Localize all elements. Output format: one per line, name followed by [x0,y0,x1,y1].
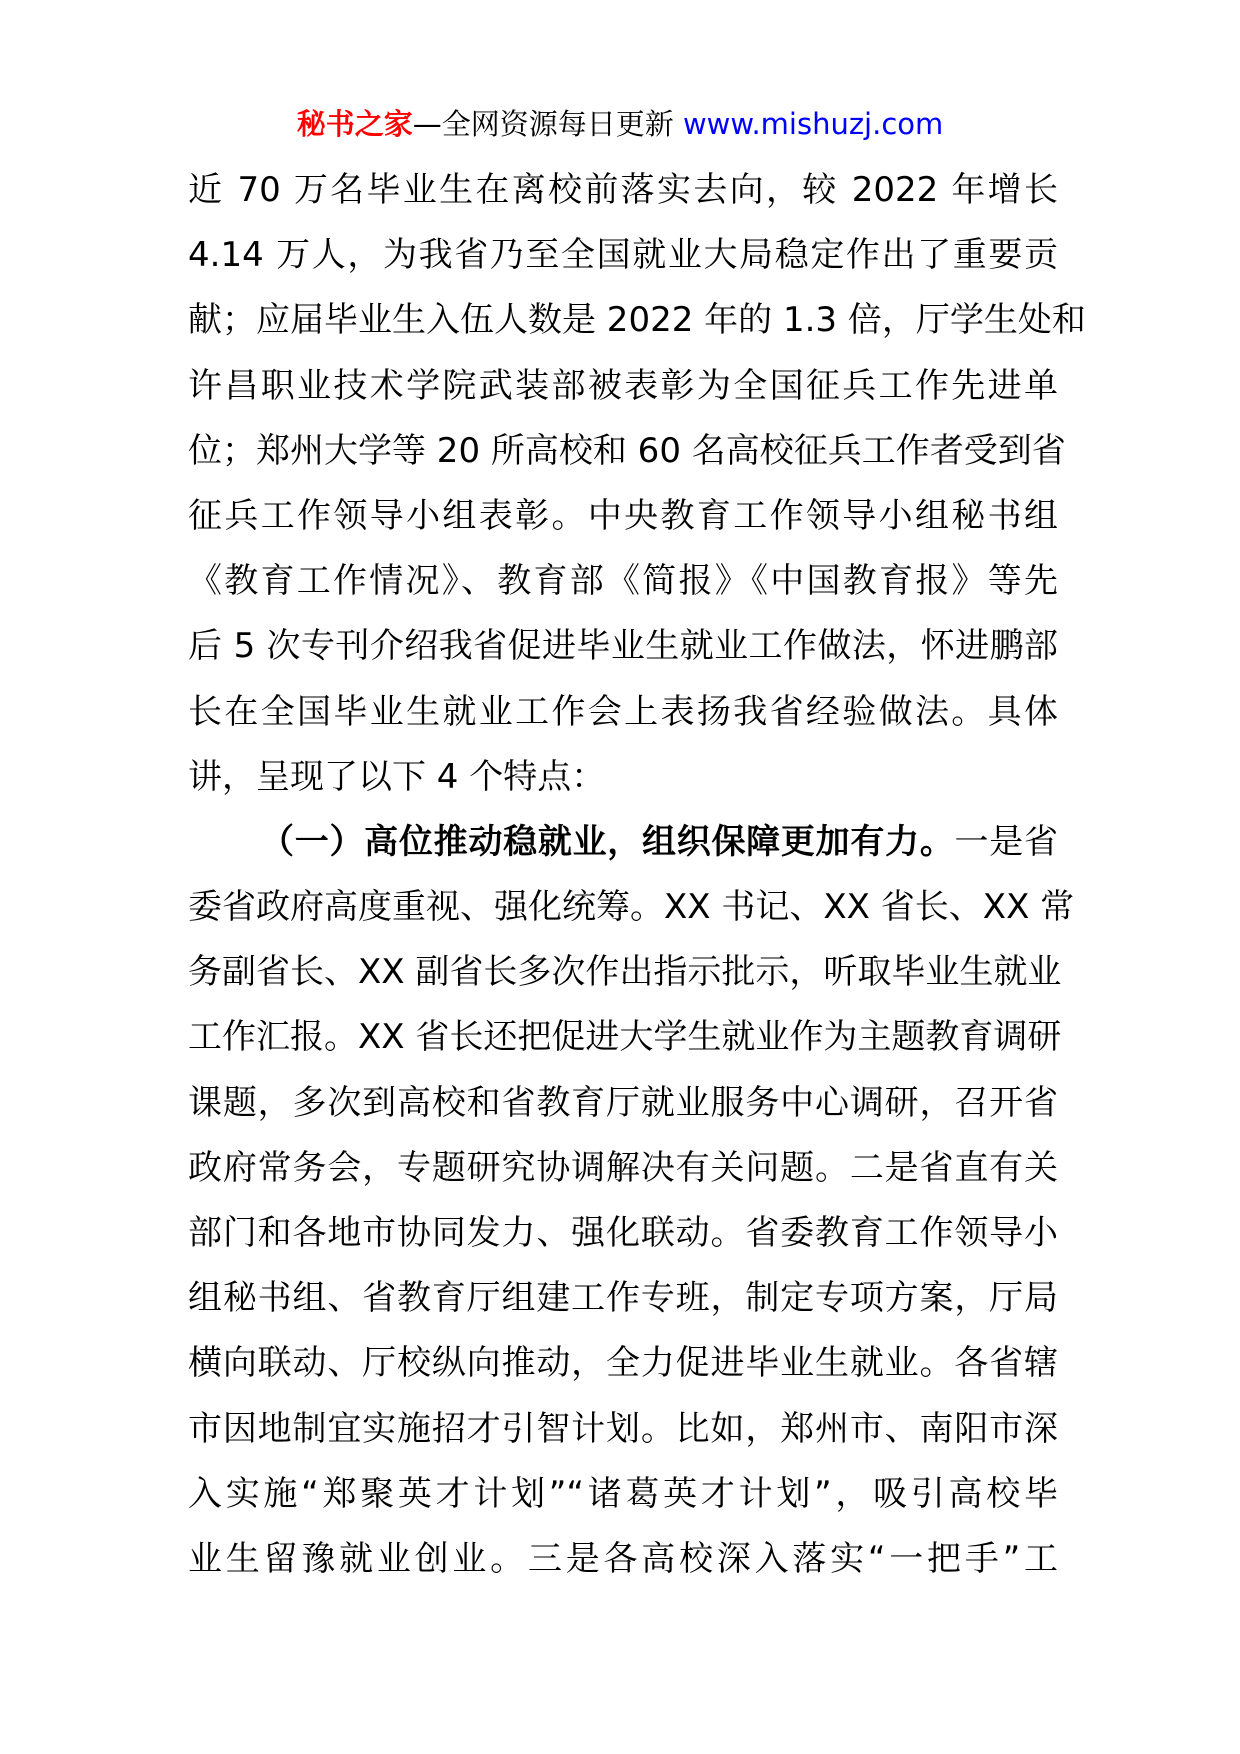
section-line: 业生留豫就业创业。三是各高校深入落实“一把手”工 [188,1538,1058,1579]
section-line: 横向联动、厅校纵向推动，全力促进毕业生就业。各省辖 [188,1343,1058,1384]
section-line: 课题，多次到高校和省教育厅就业服务中心调研，召开省 [188,1082,1058,1123]
body-line: 长在全国毕业生就业工作会上表扬我省经验做法。具体 [188,691,1058,732]
site-header [0,104,1240,144]
section-line: 委省政府高度重视、强化统筹。XX 书记、XX 省长、XX 常 [188,887,1075,928]
section-line: 工作汇报。XX 省长还把促进大学生就业作为主题教育调研 [188,1017,1062,1058]
body-line: 《教育工作情况》、教育部《简报》《中国教育报》等先 [188,561,1058,602]
section-first-text: 一是省 [954,821,1059,862]
body-line: 讲，呈现了以下 4 个特点： [188,756,606,797]
section-line: 务副省长、XX 副省长多次作出指示批示，听取毕业生就业 [188,952,1062,993]
body-line: 许昌职业技术学院武装部被表彰为全国征兵工作先进单 [188,365,1058,406]
body-line: 4.14 万人，为我省乃至全国就业大局稳定作出了重要贡 [188,235,1058,276]
header-slogan: —全网资源每日更新 [412,107,674,141]
document-body [188,158,1086,1592]
section-line: 市因地制宜实施招才引智计划。比如，郑州市、南阳市深 [188,1408,1058,1449]
section-heading-line [188,810,1058,875]
brand-name: 秘书之家 [296,107,413,141]
section-heading: （一）高位推动稳就业，组织保障更加有力。 [260,821,955,862]
body-line: 近 70 万名毕业生在离校前落实去向，较 2022 年增长 [188,170,1058,210]
section-line: 入实施“郑聚英才计划”“诸葛英才计划”，吸引高校毕 [188,1473,1058,1514]
section-line: 政府常务会，专题研究协调解决有关问题。二是省直有关 [188,1147,1058,1188]
site-url-link[interactable]: www.mishuzj.com [682,107,944,141]
body-line: 位；郑州大学等 20 所高校和 60 名高校征兵工作者受到省 [188,430,1066,471]
section-line: 组秘书组、省教育厅组建工作专班，制定专项方案，厅局 [188,1278,1058,1319]
body-line: 征兵工作领导小组表彰。中央教育工作领导小组秘书组 [188,495,1058,536]
section-line: 部门和各地市协同发力、强化联动。省委教育工作领导小 [188,1213,1058,1253]
body-line: 后 5 次专刊介绍我省促进毕业生就业工作做法，怀进鹏部 [188,626,1058,667]
body-line: 献；应届毕业生入伍人数是 2022 年的 1.3 倍，厅学生处和 [188,300,1086,341]
